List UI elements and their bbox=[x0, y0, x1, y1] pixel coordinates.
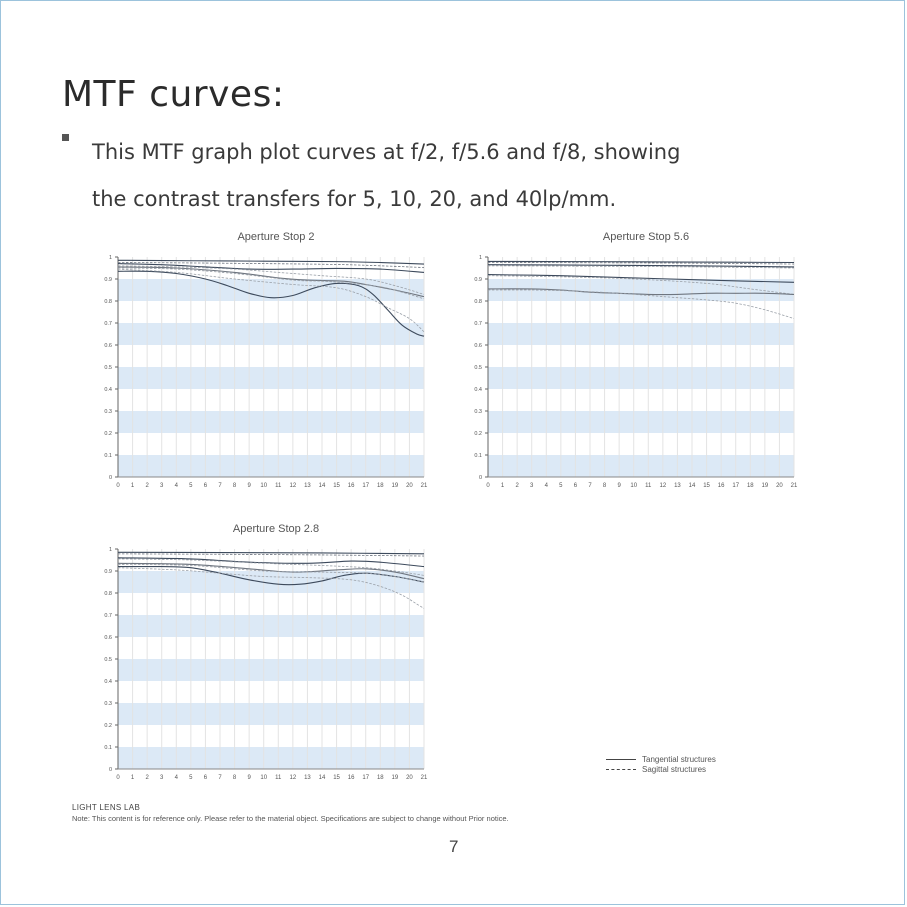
x-tick-label: 5 bbox=[559, 483, 563, 489]
legend-tangential-label: Tangential structures bbox=[642, 754, 716, 764]
x-tick-label: 8 bbox=[232, 483, 237, 489]
y-tick-label: 0.8 bbox=[474, 299, 482, 305]
y-tick-label: 0.4 bbox=[104, 679, 112, 685]
y-tick-label: 0.8 bbox=[104, 299, 112, 305]
y-tick-label: 0.8 bbox=[104, 591, 112, 597]
y-tick-label: 0.7 bbox=[104, 613, 112, 619]
y-tick-label: 0.2 bbox=[474, 431, 482, 437]
y-tick-label: 0.1 bbox=[474, 453, 482, 459]
chart-band bbox=[118, 615, 424, 637]
x-tick-label: 15 bbox=[333, 483, 340, 489]
x-tick-label: 0 bbox=[116, 775, 120, 781]
y-tick-label: 0.3 bbox=[474, 409, 482, 415]
chart-band bbox=[488, 367, 794, 389]
y-tick-label: 0.9 bbox=[474, 277, 482, 283]
x-tick-label: 15 bbox=[333, 775, 340, 781]
y-tick-label: 0.2 bbox=[104, 431, 112, 437]
x-tick-label: 16 bbox=[347, 483, 355, 489]
bullet-text bbox=[92, 129, 792, 223]
x-tick-label: 19 bbox=[391, 483, 399, 489]
y-tick-label: 0 bbox=[108, 767, 112, 773]
chart-title: Aperture Stop 2 bbox=[237, 231, 315, 243]
x-tick-label: 14 bbox=[318, 483, 326, 489]
x-tick-label: 4 bbox=[544, 483, 548, 489]
y-tick-label: 0.4 bbox=[104, 387, 112, 393]
legend-tangential bbox=[606, 754, 716, 764]
y-tick-label: 0.3 bbox=[104, 409, 112, 415]
x-tick-label: 10 bbox=[260, 483, 268, 489]
x-tick-label: 18 bbox=[746, 483, 754, 489]
x-tick-label: 17 bbox=[362, 483, 370, 489]
y-tick-label: 0.5 bbox=[104, 657, 112, 663]
x-tick-label: 3 bbox=[530, 483, 534, 489]
x-tick-label: 14 bbox=[688, 483, 696, 489]
x-tick-label: 10 bbox=[630, 483, 638, 489]
legend-sagittal bbox=[606, 764, 716, 774]
x-tick-label: 6 bbox=[573, 483, 578, 489]
x-tick-label: 1 bbox=[130, 483, 135, 489]
chart-band bbox=[118, 367, 424, 389]
x-tick-label: 4 bbox=[174, 775, 178, 781]
y-tick-label: 0.7 bbox=[104, 321, 112, 327]
mtf-chart-aperture-2-8 bbox=[100, 517, 436, 785]
x-tick-label: 8 bbox=[602, 483, 607, 489]
y-tick-label: 0.7 bbox=[474, 321, 482, 327]
chart-band bbox=[118, 323, 424, 345]
x-tick-label: 12 bbox=[659, 483, 667, 489]
x-tick-label: 12 bbox=[289, 483, 297, 489]
chart-band bbox=[118, 455, 424, 477]
x-tick-label: 7 bbox=[218, 775, 222, 781]
x-tick-label: 20 bbox=[406, 775, 413, 781]
x-tick-label: 2 bbox=[145, 775, 149, 781]
x-tick-label: 1 bbox=[500, 483, 505, 489]
bullet-line-2: the contrast transfers for 5, 10, 20, and 40lp/mm. bbox=[92, 187, 617, 211]
x-tick-label: 11 bbox=[645, 483, 652, 489]
legend-solid-line-icon bbox=[606, 759, 636, 760]
x-tick-label: 3 bbox=[160, 483, 164, 489]
x-tick-label: 21 bbox=[790, 483, 798, 489]
x-tick-label: 16 bbox=[717, 483, 725, 489]
y-tick-label: 0.4 bbox=[474, 387, 482, 393]
y-tick-label: 0.5 bbox=[474, 365, 482, 371]
x-tick-label: 2 bbox=[515, 483, 519, 489]
page-title: MTF curves: bbox=[62, 74, 285, 115]
x-tick-label: 20 bbox=[776, 483, 783, 489]
chart-band bbox=[118, 659, 424, 681]
x-tick-label: 21 bbox=[420, 483, 428, 489]
x-tick-label: 6 bbox=[203, 775, 208, 781]
bullet-marker bbox=[62, 134, 69, 141]
x-tick-label: 3 bbox=[160, 775, 164, 781]
brand-name: LIGHT LENS LAB bbox=[72, 803, 141, 812]
chart-band bbox=[118, 703, 424, 725]
sagittal-curve bbox=[118, 554, 424, 556]
x-tick-label: 15 bbox=[703, 483, 710, 489]
y-tick-label: 0.6 bbox=[104, 635, 112, 641]
chart-band bbox=[118, 411, 424, 433]
x-tick-label: 17 bbox=[362, 775, 370, 781]
x-tick-label: 18 bbox=[376, 775, 384, 781]
x-tick-label: 13 bbox=[674, 483, 681, 489]
chart-title: Aperture Stop 5.6 bbox=[602, 231, 690, 243]
x-tick-label: 16 bbox=[347, 775, 355, 781]
disclaimer-note: Note: This content is for reference only. Please refer to the material object. Specifications are subject to change without Prior notice. bbox=[72, 814, 509, 823]
chart-legend bbox=[606, 754, 716, 774]
y-tick-label: 0.9 bbox=[104, 277, 112, 283]
legend-sagittal-label: Sagittal structures bbox=[642, 764, 707, 774]
y-tick-label: 0.1 bbox=[104, 453, 112, 459]
y-tick-label: 0.3 bbox=[104, 701, 112, 707]
chart-band bbox=[488, 323, 794, 345]
x-tick-label: 0 bbox=[486, 483, 490, 489]
y-tick-label: 0.6 bbox=[474, 343, 482, 349]
x-tick-label: 5 bbox=[189, 483, 193, 489]
tangential-curve bbox=[118, 552, 424, 554]
legend-dashed-line-icon bbox=[606, 769, 636, 770]
y-tick-label: 1 bbox=[108, 547, 112, 553]
x-tick-label: 21 bbox=[420, 775, 428, 781]
mtf-chart-aperture-2 bbox=[100, 225, 436, 493]
x-tick-label: 2 bbox=[145, 483, 149, 489]
x-tick-label: 8 bbox=[232, 775, 237, 781]
y-tick-label: 0 bbox=[108, 475, 112, 481]
y-tick-label: 1 bbox=[478, 255, 482, 261]
x-tick-label: 6 bbox=[203, 483, 208, 489]
x-tick-label: 10 bbox=[260, 775, 268, 781]
chart-band bbox=[488, 411, 794, 433]
x-tick-label: 19 bbox=[391, 775, 399, 781]
x-tick-label: 11 bbox=[275, 483, 282, 489]
x-tick-label: 13 bbox=[304, 775, 311, 781]
x-tick-label: 1 bbox=[130, 775, 135, 781]
x-tick-label: 12 bbox=[289, 775, 297, 781]
x-tick-label: 9 bbox=[247, 775, 251, 781]
x-tick-label: 9 bbox=[247, 483, 251, 489]
x-tick-label: 18 bbox=[376, 483, 384, 489]
y-tick-label: 0.1 bbox=[104, 745, 112, 751]
page-number: 7 bbox=[449, 837, 459, 856]
x-tick-label: 19 bbox=[761, 483, 769, 489]
chart-band bbox=[118, 747, 424, 769]
y-tick-label: 0.9 bbox=[104, 569, 112, 575]
chart-title: Aperture Stop 2.8 bbox=[232, 523, 320, 535]
x-tick-label: 7 bbox=[218, 483, 222, 489]
x-tick-label: 9 bbox=[617, 483, 621, 489]
x-tick-label: 7 bbox=[588, 483, 592, 489]
y-tick-label: 0.5 bbox=[104, 365, 112, 371]
mtf-chart-aperture-5-6 bbox=[470, 225, 806, 493]
x-tick-label: 14 bbox=[318, 775, 326, 781]
y-tick-label: 0 bbox=[478, 475, 482, 481]
x-tick-label: 20 bbox=[406, 483, 413, 489]
y-tick-label: 0.6 bbox=[104, 343, 112, 349]
y-tick-label: 1 bbox=[108, 255, 112, 261]
x-tick-label: 11 bbox=[275, 775, 282, 781]
x-tick-label: 4 bbox=[174, 483, 178, 489]
x-tick-label: 0 bbox=[116, 483, 120, 489]
x-tick-label: 17 bbox=[732, 483, 740, 489]
y-tick-label: 0.2 bbox=[104, 723, 112, 729]
x-tick-label: 5 bbox=[189, 775, 193, 781]
chart-band bbox=[488, 455, 794, 477]
x-tick-label: 13 bbox=[304, 483, 311, 489]
bullet-line-1: This MTF graph plot curves at f/2, f/5.6 and f/8, showing bbox=[92, 140, 681, 164]
